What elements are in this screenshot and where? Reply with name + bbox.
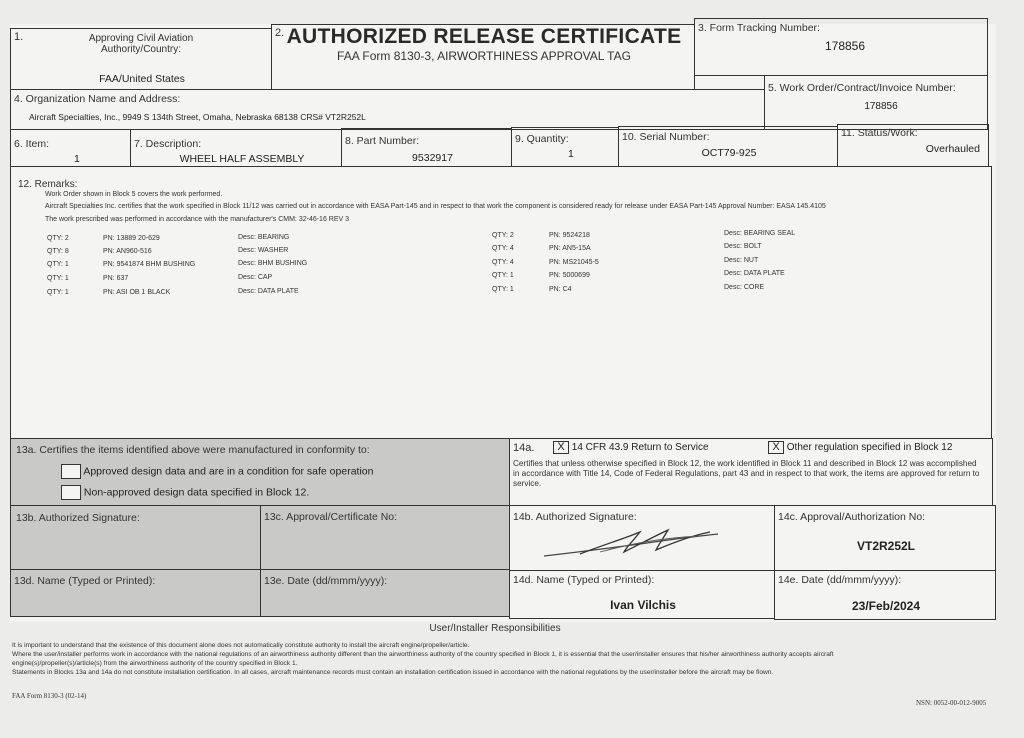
part-pn: PN: ASI OB 1 BLACK <box>103 289 171 296</box>
part-pn: PN: AN960-516 <box>103 248 152 255</box>
block-1-label: Approving Civil Aviation Authority/Country: <box>88 33 194 55</box>
block-3-label: 3. Form Tracking Number: <box>698 22 820 34</box>
block-13e <box>260 569 510 617</box>
part-qty: QTY: 1 <box>492 286 514 293</box>
part-pn: PN: 13889 20-629 <box>103 235 160 242</box>
block-1-number: 1. <box>14 31 24 43</box>
block-14a-text: Certifies that unless otherwise specified in Block 12, the work identified in Block 11 and described in Block 12 was accomplished in accordance with Title 14, Code of Federal Regulations, part 43 and in respect to that work, the items are approved for return to service. <box>513 459 980 488</box>
block-14e-value: 23/Feb/2024 <box>851 599 921 613</box>
part-pn: PN: 5000699 <box>549 272 590 279</box>
nsn-number: NSN: 0052-00-012-9005 <box>916 699 987 707</box>
block-1-value: FAA/United States <box>99 73 185 85</box>
part-desc: Desc: WASHER <box>238 247 289 254</box>
block-11-label: 11. Status/Work: <box>841 127 918 139</box>
block-11 <box>837 124 989 167</box>
form-id: FAA Form 8130-3 (02-14) <box>12 692 87 700</box>
part-qty: QTY: 1 <box>47 261 69 268</box>
block-14c-label: 14c. Approval/Authorization No: <box>778 511 926 523</box>
part-pn: PN: AN5-15A <box>549 245 591 252</box>
block-8-value: 9532917 <box>412 152 453 164</box>
block-8 <box>341 128 512 167</box>
block-3-value: 178856 <box>824 39 866 53</box>
block-14a <box>509 438 993 506</box>
block-3 <box>694 18 988 76</box>
block-9-label: 9. Quantity: <box>515 133 569 145</box>
block-5-label: 5. Work Order/Contract/Invoice Number: <box>768 82 956 94</box>
part-pn: PN: 637 <box>103 275 129 282</box>
form-subtitle: FAA Form 8130-3, AIRWORTHINESS APPROVAL TAG <box>337 49 631 63</box>
block-14a-label: 14a. <box>513 442 535 454</box>
block-14b-label: 14b. Authorized Signature: <box>513 511 637 523</box>
block-14d-label: 14d. Name (Typed or Printed): <box>513 574 655 586</box>
part-qty: QTY: 4 <box>492 259 514 266</box>
remarks-line: Work Order shown in Block 5 covers the work performed. <box>45 191 223 198</box>
part-qty: QTY: 1 <box>47 289 69 296</box>
block-14b <box>509 505 775 571</box>
block-11-value: Overhauled <box>925 143 980 155</box>
block-14e-label: 14e. Date (dd/mmm/yyyy): <box>778 574 902 586</box>
part-qty: QTY: 4 <box>492 245 514 252</box>
block-10-value: OCT79-925 <box>701 147 757 159</box>
block-14c-value: VT2R252L <box>856 539 916 553</box>
part-desc: Desc: DATA PLATE <box>238 288 299 295</box>
block-13a-option2 <box>61 485 309 500</box>
footer-line: Where the user/installer performs work in accordance with the national regulations of an airworthiness authority different than the airworthiness authority of the country specified in Block 1, it is essential that the user/installer ensures that his/her airworthiness authority accepts aircraft <box>12 651 834 658</box>
block-14d <box>509 570 775 619</box>
footer-line: engine(s)/propeller(s)/article(s) from the airworthiness authority of the country specified in Block 1. <box>12 660 298 667</box>
block-13c <box>260 505 510 570</box>
block-13d-label: 13d. Name (Typed or Printed): <box>14 575 156 587</box>
other-regulation-checkbox[interactable]: X <box>768 441 784 454</box>
part-desc: Desc: CORE <box>724 284 765 291</box>
block-4 <box>10 89 765 130</box>
remarks-label: 12. Remarks: <box>18 179 78 190</box>
return-to-service-checkbox[interactable]: X <box>553 441 569 454</box>
block-9 <box>511 127 619 167</box>
block-6-label: 6. Item: <box>14 138 50 150</box>
block-14a-option1 <box>553 441 709 454</box>
block-10-label: 10. Serial Number: <box>622 131 710 143</box>
part-pn: PN: 9524218 <box>549 232 590 239</box>
other-regulation-label: Other regulation specified in Block 12 <box>786 442 953 454</box>
block-2 <box>271 24 695 90</box>
part-qty: QTY: 2 <box>492 232 514 239</box>
block-9-value: 1 <box>568 148 574 160</box>
block-13c-label: 13c. Approval/Certificate No: <box>264 511 398 523</box>
certificate-form <box>10 24 996 622</box>
block-13e-label: 13e. Date (dd/mmm/yyyy): <box>264 575 388 587</box>
part-desc: Desc: NUT <box>724 257 759 264</box>
block-4-value: Aircraft Specialties, Inc., 9949 S 134th Street, Omaha, Nebraska 68138 CRS# VT2R252L <box>29 112 366 122</box>
block-12-remarks <box>10 166 992 439</box>
approved-design-checkbox[interactable] <box>61 464 81 479</box>
block-14e <box>774 570 996 620</box>
block-1 <box>10 28 272 90</box>
part-pn: PN: MS21045-5 <box>549 259 599 266</box>
part-desc: Desc: BOLT <box>724 243 762 250</box>
authorized-signature <box>540 522 730 564</box>
block-13d <box>10 569 261 617</box>
block-13a <box>10 438 510 506</box>
block-13b-label: 13b. Authorized Signature: <box>16 512 140 524</box>
block-13a-label: 13a. Certifies the items identified above were manufactured in conformity to: <box>16 444 370 456</box>
block-7-label: 7. Description: <box>134 138 202 150</box>
part-pn: PN: C4 <box>549 286 572 293</box>
part-pn: PN: 9541874 BHM BUSHING <box>103 261 196 268</box>
block-14a-option2 <box>768 441 952 454</box>
block-7 <box>130 129 342 167</box>
block-14d-value: Ivan Vilchis <box>610 598 676 612</box>
block-6 <box>10 129 131 167</box>
block-14c <box>774 505 996 571</box>
return-to-service-label: 14 CFR 43.9 Return to Service <box>571 442 709 454</box>
form-title: AUTHORIZED RELEASE CERTIFICATE <box>286 25 682 48</box>
non-approved-design-label: Non-approved design data specified in Block 12. <box>83 486 310 499</box>
part-desc: Desc: BHM BUSHING <box>238 260 308 267</box>
remarks-line: Aircraft Specialties Inc. certifies that the work specified in Block 11/12 was carried out in accordance with EASA Part-145 and in respect to that work the component is considered ready for release under EASA Part-145 Approval Number: EASA 145.4105 <box>45 203 826 210</box>
block-7-value: WHEEL HALF ASSEMBLY <box>179 153 305 165</box>
non-approved-design-checkbox[interactable] <box>61 485 81 500</box>
block-13b <box>10 505 261 570</box>
part-qty: QTY: 2 <box>47 235 69 242</box>
block-10 <box>618 126 838 167</box>
part-qty: QTY: 1 <box>492 272 514 279</box>
part-desc: Desc: DATA PLATE <box>724 270 785 277</box>
block-4-label: 4. Organization Name and Address: <box>14 93 181 105</box>
part-desc: Desc: CAP <box>238 274 273 281</box>
remarks-line: The work prescribed was performed in accordance with the manufacturer's CMM: 32-46-16 REV 3 <box>45 216 350 223</box>
footer-heading: User/Installer Responsibilities <box>429 623 561 634</box>
block-13a-option1 <box>61 464 373 479</box>
block-5-value: 178856 <box>864 101 898 112</box>
footer-line: It is important to understand that the existence of this document alone does not automatically constitute authority to install the aircraft engine/propeller/article. <box>12 642 470 649</box>
block-8-label: 8. Part Number: <box>345 135 420 147</box>
approved-design-label: Approved design data and are in a condition for safe operation <box>83 465 374 478</box>
block-5 <box>764 75 988 130</box>
part-desc: Desc: BEARING <box>238 234 290 241</box>
part-qty: QTY: 1 <box>47 275 69 282</box>
part-qty: QTY: 8 <box>47 248 69 255</box>
block-2-number: 2. <box>275 27 285 39</box>
part-desc: Desc: BEARING SEAL <box>724 230 796 237</box>
block-6-value: 1 <box>74 153 80 165</box>
footer-line: Statements in Blocks 13a and 14a do not constitute installation certification. In all cases, aircraft maintenance records must contain an installation certification issued in accordance with the national regulations by the user/installer before the aircraft may be flown. <box>12 669 774 676</box>
